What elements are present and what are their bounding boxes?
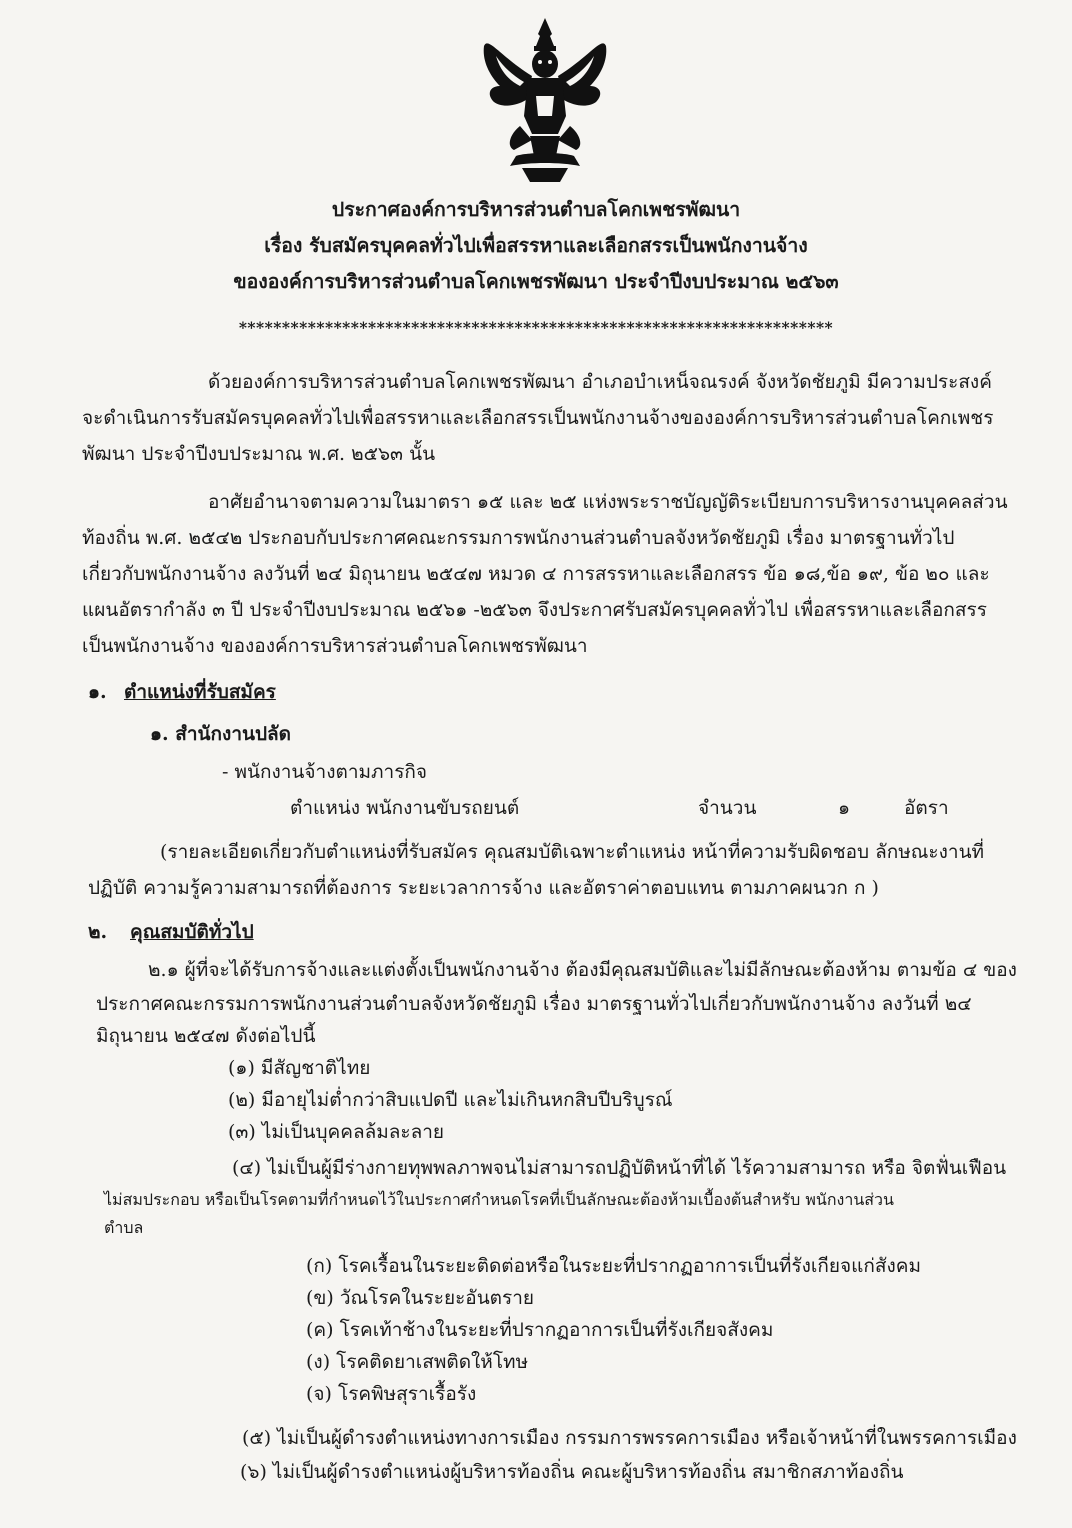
intro-p1-line-2: จะดำเนินการรับสมัครบุคคลทั่วไปเพื่อสรรหาและเลือกสรรเป็นพนักงานจ้างขององค์การบริหารส่วนตำบลโคกเพชร — [82, 407, 994, 429]
qualification-item-3: (๓) ไม่เป็นบุคคลล้มละลาย — [228, 1121, 445, 1143]
disease-item-e: (จ) โรคพิษสุราเรื้อรัง — [306, 1383, 477, 1405]
count-unit: อัตรา — [904, 797, 949, 819]
qualification-item-1: (๑) มีสัญชาติไทย — [228, 1057, 371, 1079]
intro-p1-line-1: ด้วยองค์การบริหารส่วนตำบลโคกเพชรพัฒนา อำเภอบำเหน็จณรงค์ จังหวัดชัยภูมิ มีความประสงค์ — [208, 371, 992, 393]
count-value: ๑ — [838, 797, 851, 819]
intro-p1-line-3: พัฒนา ประจำปีงบประมาณ พ.ศ. ๒๕๖๓ นั้น — [82, 443, 436, 465]
qualification-item-4-line-3: ตำบล — [104, 1218, 144, 1237]
section-1-note-line-1: (รายละเอียดเกี่ยวกับตำแหน่งที่รับสมัคร คุณสมบัติเฉพาะตำแหน่ง หน้าที่ความรับผิดชอบ ลักษณะงานที่ — [160, 841, 985, 863]
section-1-number: ๑. — [88, 681, 107, 703]
section-1-subheading: ๑. สำนักงานปลัด — [150, 723, 292, 745]
qualification-item-5: (๕) ไม่เป็นผู้ดำรงตำแหน่งทางการเมือง กรรมการพรรคการเมือง หรือเจ้าหน้าที่ในพรรคการเมือง — [242, 1427, 1017, 1449]
qualification-item-4-line-2: ไม่สมประกอบ หรือเป็นโรคตามที่กำหนดไว้ในประกาศกำหนดโรคที่เป็นลักษณะต้องห้ามเบื้องต้นสำหรับ พนักงานส่วน — [104, 1190, 894, 1209]
disease-item-a: (ก) โรคเรื้อนในระยะติดต่อหรือในระยะที่ปรากฏอาการเป็นที่รังเกียจแก่สังคม — [306, 1255, 922, 1277]
qualification-item-2: (๒) มีอายุไม่ต่ำกว่าสิบแปดปี และไม่เกินหกสิบปีบริบูรณ์ — [228, 1089, 673, 1111]
separator: ********************************************************************* — [238, 318, 834, 337]
disease-item-d: (ง) โรคติดยาเสพติดให้โทษ — [306, 1351, 529, 1373]
section-1-note-line-2: ปฏิบัติ ความรู้ความสามารถที่ต้องการ ระยะเวลาการจ้าง และอัตราค่าตอบแทน ตามภาคผนวก ก ) — [88, 877, 879, 899]
qualification-item-4-line-1: (๔) ไม่เป็นผู้มีร่างกายทุพพลภาพจนไม่สามารถปฏิบัติหน้าที่ได้ ไร้ความสามารถ หรือ จิตฟั่นเฟือน — [232, 1157, 1007, 1179]
section-2-para-line-1: ๒.๑ ผู้ที่จะได้รับการจ้างและแต่งตั้งเป็นพนักงานจ้าง ต้องมีคุณสมบัติและไม่มีลักษณะต้องห้าม ตามข้อ ๔ ของ — [148, 959, 1017, 981]
count-label: จำนวน — [698, 797, 757, 819]
qualification-item-6: (๖) ไม่เป็นผู้ดำรงตำแหน่งผู้บริหารท้องถิ่น คณะผู้บริหารท้องถิ่น สมาชิกสภาท้องถิ่น — [240, 1461, 904, 1483]
position-name: ตำแหน่ง พนักงานขับรถยนต์ — [290, 797, 520, 819]
intro-p2-line-4: แผนอัตรากำลัง ๓ ปี ประจำปีงบประมาณ ๒๕๖๑ -๒๕๖๓ จึงประกาศรับสมัครบุคคลทั่วไป เพื่อสรรหาและเลือกสรร — [82, 599, 987, 621]
title-line-1: ประกาศองค์การบริหารส่วนตำบลโคกเพชรพัฒนา — [331, 198, 741, 221]
disease-item-c: (ค) โรคเท้าช้างในระยะที่ปรากฏอาการเป็นที่รังเกียจสังคม — [306, 1319, 774, 1341]
section-2-number: ๒. — [88, 921, 108, 943]
section-1-heading: ตำแหน่งที่รับสมัคร — [124, 681, 276, 703]
section-2-para-line-2: ประกาศคณะกรรมการพนักงานส่วนตำบลจังหวัดชัยภูมิ เรื่อง มาตรฐานทั่วไปเกี่ยวกับพนักงานจ้าง ลงวันที่ ๒๔ — [96, 993, 972, 1015]
title-line-3: ขององค์การบริหารส่วนตำบลโคกเพชรพัฒนา ประจำปีงบประมาณ ๒๕๖๓ — [233, 270, 839, 293]
intro-p2-line-1: อาศัยอำนาจตามความในมาตรา ๑๕ และ ๒๕ แห่งพระราชบัญญัติระเบียบการบริหารงานบุคคลส่วน — [208, 491, 1008, 513]
intro-p2-line-3: เกี่ยวกับพนักงานจ้าง ลงวันที่ ๒๔ มิถุนายน ๒๕๔๗ หมวด ๔ การสรรหาและเลือกสรร ข้อ ๑๘,ข้อ ๑๙, ข้อ ๒๐ และ — [82, 563, 990, 585]
disease-item-b: (ข) วัณโรคในระยะอันตราย — [306, 1287, 535, 1309]
garuda-emblem-icon — [480, 16, 610, 186]
intro-p2-line-5: เป็นพนักงานจ้าง ขององค์การบริหารส่วนตำบลโคกเพชรพัฒนา — [82, 635, 588, 657]
employment-type: - พนักงานจ้างตามภารกิจ — [222, 761, 428, 783]
title-line-2: เรื่อง รับสมัครบุคคลทั่วไปเพื่อสรรหาและเลือกสรรเป็นพนักงานจ้าง — [264, 234, 808, 257]
section-2-heading: คุณสมบัติทั่วไป — [130, 921, 254, 943]
section-2-para-line-3: มิถุนายน ๒๕๔๗ ดังต่อไปนี้ — [96, 1025, 316, 1047]
intro-p2-line-2: ท้องถิ่น พ.ศ. ๒๕๔๒ ประกอบกับประกาศคณะกรรมการพนักงานส่วนตำบลจังหวัดชัยภูมิ เรื่อง มาตรฐานทั่วไป — [82, 527, 955, 549]
